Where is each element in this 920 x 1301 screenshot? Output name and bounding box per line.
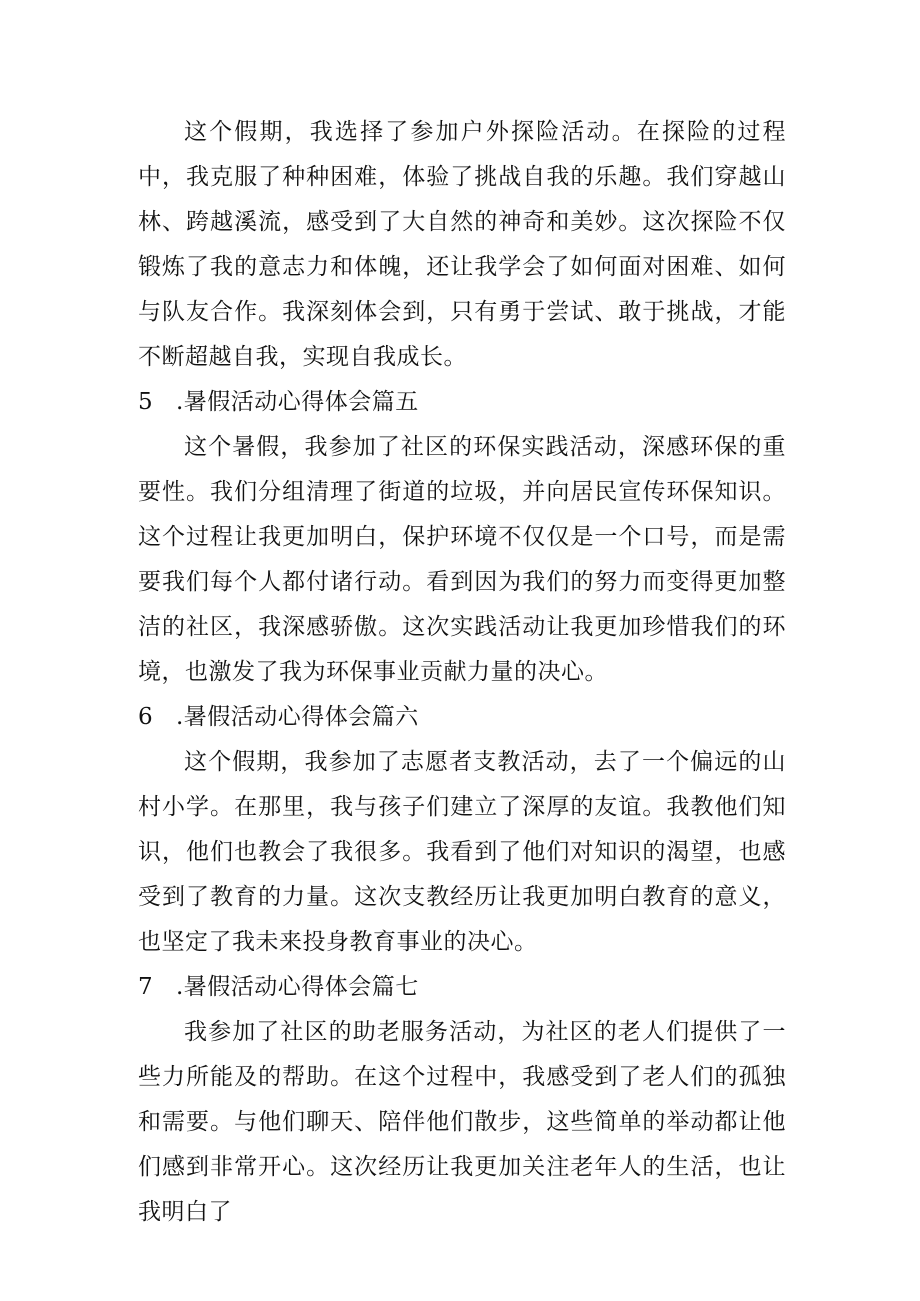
section-heading-7 (138, 965, 786, 1010)
section-number: 5 (138, 389, 154, 415)
section-number: 6 (138, 704, 154, 730)
section-paragraph-6: 这个假期，我参加了志愿者支教活动，去了一个偏远的山村小学。在那里，我与孩子们建立了深厚的友谊。我教他们知识，他们也教会了我很多。我看到了他们对知识的渴望，也感受到了教育的力量。这次支教经历让我更加明白教育的意义，也坚定了我未来投身教育事业的决心。 (138, 749, 786, 955)
section-paragraph-7: 我参加了社区的助老服务活动，为社区的老人们提供了一些力所能及的帮助。在这个过程中，我感受到了老人们的孤独和需要。与他们聊天、陪伴他们散步，这些简单的举动都让他们感到非常开心。这次经历让我更加关注老年人的生活，也让我明白了 (138, 1019, 786, 1225)
section-paragraph-5: 这个暑假，我参加了社区的环保实践活动，深感环保的重要性。我们分组清理了街道的垃圾，并向居民宣传环保知识。这个过程让我更加明白，保护环境不仅仅是一个口号，而是需要我们每个人都付诸行动。看到因为我们的努力而变得更加整洁的社区，我深感骄傲。这次实践活动让我更加珍惜我们的环境，也激发了我为环保事业贡献力量的决心。 (138, 434, 786, 685)
section-number: 7 (138, 974, 154, 1000)
section-title: .暑假活动心得体会篇五 (176, 389, 419, 415)
document-page (138, 110, 786, 1235)
section-heading-5 (138, 380, 786, 425)
section-heading-6 (138, 695, 786, 740)
section-title: .暑假活动心得体会篇六 (176, 704, 419, 730)
intro-paragraph: 这个假期，我选择了参加户外探险活动。在探险的过程中，我克服了种种困难，体验了挑战自我的乐趣。我们穿越山林、跨越溪流，感受到了大自然的神奇和美妙。这次探险不仅锻炼了我的意志力和体魄，还让我学会了如何面对困难、如何与队友合作。我深刻体会到，只有勇于尝试、敢于挑战，才能不断超越自我，实现自我成长。 (138, 119, 786, 370)
section-title: .暑假活动心得体会篇七 (176, 974, 419, 1000)
